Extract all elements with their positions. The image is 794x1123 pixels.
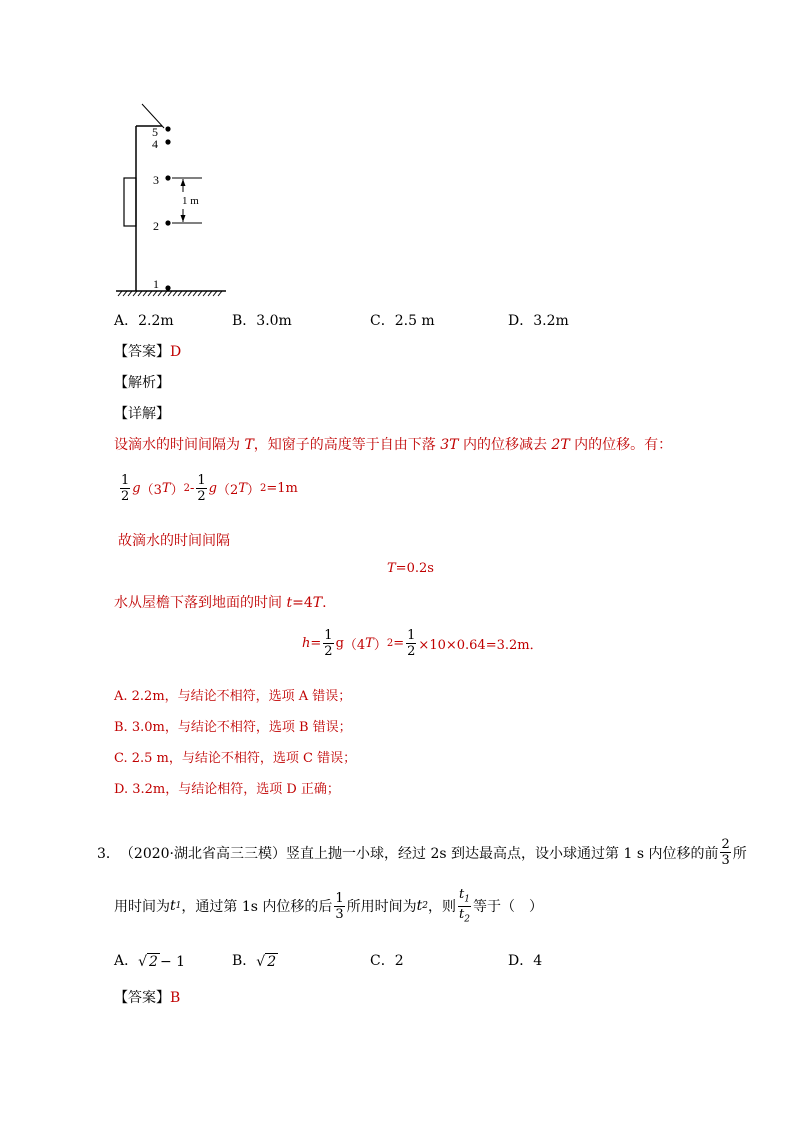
q3-option-b: B． √ 2 [232,953,277,970]
q2-answer [114,341,181,361]
q2-option-d: D．3.2m [508,313,569,329]
answer-value: B [170,990,181,1006]
analysis-tag: 【解析】 [114,375,170,391]
answer-tag: 【答案】 [114,990,170,1006]
drop-3 [165,175,170,180]
drop-5 [165,126,170,131]
q3-stem-line-2: 用时间为 t 1 ，通过第 1s 内位移的后 $\frac{1}{3}$ 所用时间为 t 2 ，则 $\frac{t_1}{t_2}$ 等于（ ） [114,887,543,925]
q3-answer [114,987,180,1007]
q3-option-c: C．2 [370,953,404,969]
window [124,178,136,226]
answer-value: D [170,344,182,360]
q2-option-a: A．2.2m [114,313,174,329]
label-4: 4 [152,137,158,151]
conclusion-b: B. 3.0m，与结论不相符，选项 B 错误； [114,720,352,735]
solution-line-3: 水从屋檐下落到地面的时间 t=4T. [114,595,327,611]
equation-2: T=0.2s [387,561,434,576]
solution-line-1: 设滴水的时间间隔为 T，知窗子的高度等于自由下落 3T 内的位移减去 2T 内的位移。有： [114,437,673,453]
solution-line-2: 故滴水的时间间隔 [118,533,230,549]
conclusion-d: D. 3.2m，与结论相符，选项 D 正确； [114,782,340,797]
label-2: 2 [153,219,159,233]
q3-option-a: A． √ 2 − 1 [114,953,186,970]
conclusion-a: A. 2.2m，与结论不相符，选项 A 错误； [114,689,352,704]
distance-label: 1 m [182,195,199,207]
equation-1: $\frac{1}{2}$ g （3 T ） 2 - $\frac{1}{2}$ g （2 T ） 2 =1m [121,473,298,504]
detail-tag: 【详解】 [114,406,170,422]
conclusion-c: C. 2.5 m，与结论不相符，选项 C 错误； [114,751,357,766]
physics-figure [110,100,230,300]
q3-stem-line-1: 3． （2020·湖北省高三三模） 竖直上抛一小球，经过 2s 到达最高点，设小球通过第 1 s 内位移的前 $\frac{2}{3}$ 所 [97,837,747,868]
arrow-up [181,179,186,186]
q2-option-c: C．2.5 m [370,313,435,329]
arrow-down [181,215,186,222]
drop-1 [165,285,170,290]
answer-tag: 【答案】 [114,344,170,360]
drop-4 [165,139,170,144]
label-1: 1 [153,277,159,291]
label-5: 5 [152,125,158,139]
q3-option-d: D．4 [508,953,543,969]
equation-3: h = $\frac{1}{2}$ g （4 T ） 2 = $\frac{1}{2}$ ×10×0.64=3.2m． [302,628,543,659]
label-3: 3 [153,173,159,187]
drop-2 [165,220,170,225]
q2-option-b: B．3.0m [232,313,292,329]
